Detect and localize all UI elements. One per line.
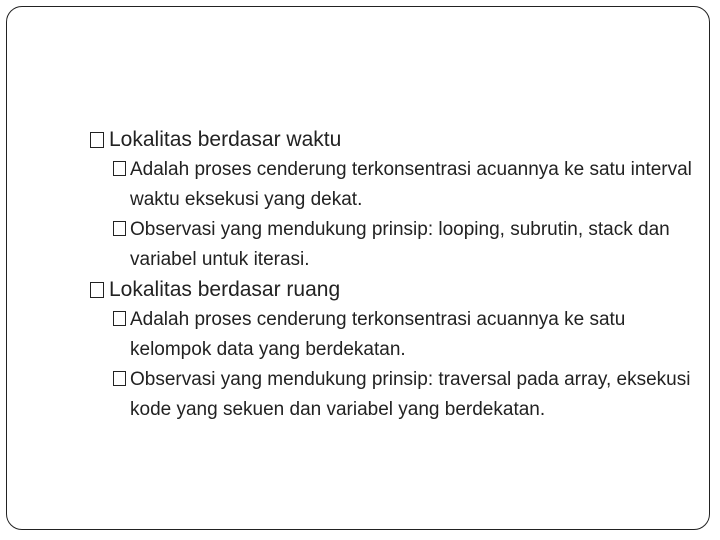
bullet-item-time-locality [89, 125, 699, 155]
bullet-text: Lokalitas berdasar waktu [109, 128, 342, 151]
sub-bullet-item [89, 365, 699, 425]
sub-bullet-text: Adalah proses cenderung terkonsentrasi acuannya ke satu interval waktu eksekusi yang dekat. [130, 159, 692, 210]
sub-bullet-item [89, 305, 699, 365]
bullet-box-icon [90, 132, 104, 148]
bullet-box-icon [113, 371, 126, 386]
bullet-box-icon [113, 311, 126, 326]
sub-bullet-text: Observasi yang mendukung prinsip: looping, subrutin, stack dan variabel untuk iterasi. [130, 219, 670, 270]
slide-content [89, 125, 699, 425]
slide-frame [6, 6, 710, 530]
bullet-box-icon [113, 221, 126, 236]
sub-bullet-item [89, 155, 699, 215]
sub-bullet-text: Adalah proses cenderung terkonsentrasi acuannya ke satu kelompok data yang berdekatan. [130, 309, 626, 360]
bullet-box-icon [90, 282, 104, 298]
bullet-item-space-locality [89, 275, 699, 305]
sub-bullet-text: Observasi yang mendukung prinsip: traversal pada array, eksekusi kode yang sekuen dan variabel yang berdekatan. [130, 369, 691, 420]
bullet-text: Lokalitas berdasar ruang [109, 278, 341, 301]
sub-bullet-item [89, 215, 699, 275]
bullet-box-icon [113, 161, 126, 176]
